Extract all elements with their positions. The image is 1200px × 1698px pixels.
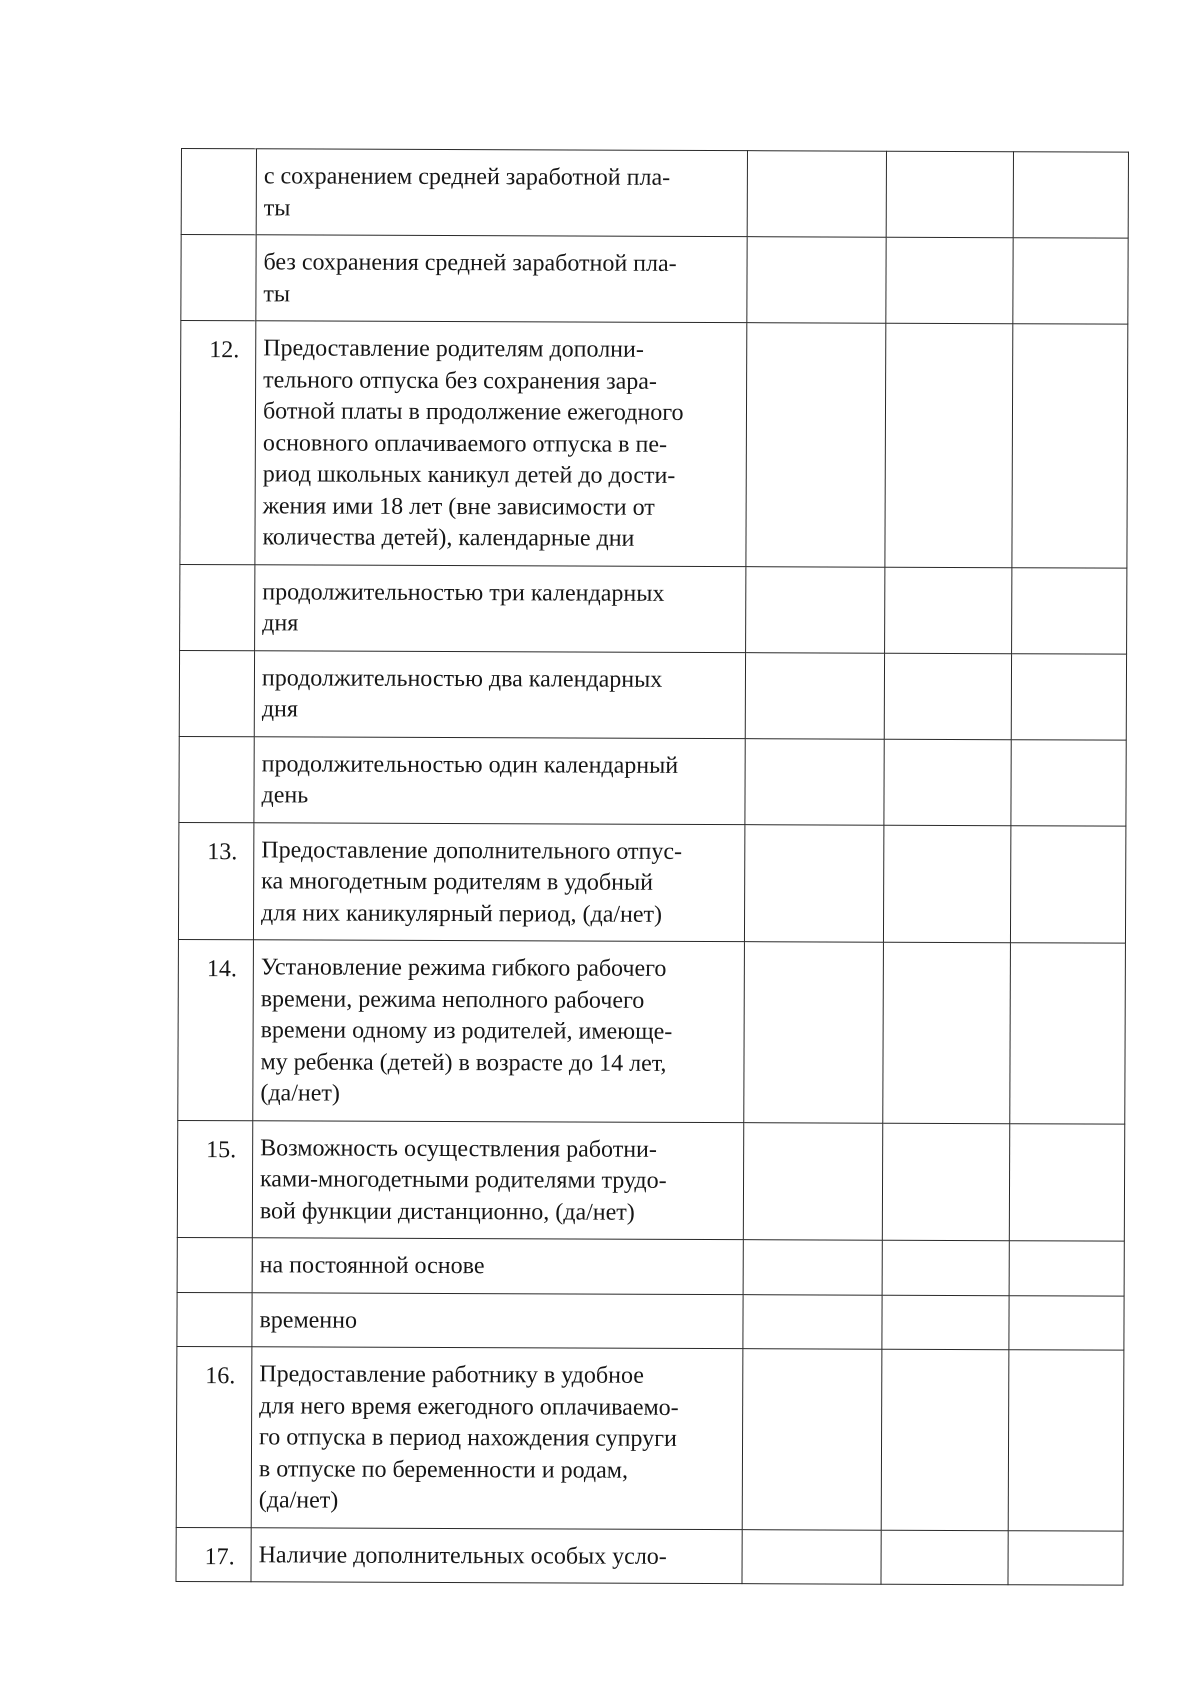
value-cell-2: [883, 942, 1011, 1123]
description-line: продолжительностью один календарный: [261, 750, 679, 779]
description-line: времени одному из родителей, имеюще-: [260, 1017, 673, 1045]
description-line: Предоставление работнику в удобное: [259, 1361, 644, 1389]
row-description: [253, 940, 745, 1122]
value-cell-1: [743, 1122, 882, 1240]
value-cell-2: [885, 323, 1013, 567]
value-cell-2: [883, 825, 1010, 943]
value-cell-2: [886, 151, 1013, 237]
row-number: [179, 650, 254, 736]
value-cell-3: [1013, 152, 1128, 238]
value-cell-3: [1009, 1295, 1124, 1350]
description-line: тельного отпуска без сохранения зара-: [263, 366, 657, 395]
table-row: [176, 1527, 1123, 1585]
description-line: жения ими 18 лет (вне зависимости от: [262, 492, 655, 521]
table-row: [180, 321, 1128, 568]
row-number: 16.: [176, 1346, 252, 1527]
description-line: дня: [262, 610, 299, 637]
value-cell-2: [886, 237, 1013, 323]
row-description: [254, 736, 745, 824]
description-line: основного оплачиваемого отпуска в пе-: [262, 429, 668, 458]
description-line: ты: [263, 194, 291, 221]
value-cell-3: [1009, 1241, 1124, 1296]
row-description: [253, 822, 744, 941]
value-cell-3: [1008, 1530, 1123, 1585]
value-cell-3: [1011, 653, 1126, 739]
description-line: без сохранения средней заработной пла-: [263, 249, 677, 277]
description-line: количества детей), календарные дни: [262, 524, 635, 552]
value-cell-1: [745, 652, 884, 739]
row-description: [252, 1120, 743, 1239]
table-row: [176, 1346, 1124, 1530]
value-cell-1: [747, 151, 886, 238]
description-line: Установление режима гибкого рабочего: [260, 954, 667, 982]
row-description: [254, 650, 745, 738]
description-line: ботной платы в продолжение ежегодного: [262, 398, 684, 426]
table-row: [180, 564, 1127, 654]
description-line: продолжительностью два календарных: [261, 664, 663, 693]
value-cell-2: [881, 1530, 1008, 1585]
table-body: [176, 149, 1128, 1586]
table-row: [179, 736, 1126, 826]
description-line: дня: [261, 696, 298, 723]
description-line: времени, режима неполного рабочего: [260, 985, 645, 1014]
description-line: для них каникулярный период, (да/нет): [261, 899, 663, 928]
description-line: вой функции дистанционно, (да/нет): [259, 1197, 635, 1226]
value-cell-2: [884, 653, 1011, 739]
value-cell-3: [1008, 1350, 1124, 1531]
description-line: ками-многодетными родителями трудо-: [259, 1166, 667, 1194]
table-row: [177, 1237, 1124, 1295]
row-number: [177, 1237, 252, 1292]
value-cell-2: [882, 1123, 1009, 1241]
table-row: [178, 939, 1126, 1123]
value-cell-1: [746, 566, 885, 653]
row-number: 15.: [177, 1120, 252, 1238]
table-row: [179, 650, 1126, 740]
value-cell-1: [742, 1349, 882, 1530]
table-row: [178, 822, 1125, 943]
description-line: Наличие дополнительных особых усло-: [258, 1541, 667, 1570]
value-cell-1: [742, 1529, 881, 1584]
description-line: с сохранением средней заработной пла-: [263, 163, 671, 191]
value-cell-1: [743, 1294, 882, 1349]
row-number: 17.: [176, 1527, 251, 1582]
value-cell-2: [882, 1295, 1009, 1350]
value-cell-2: [882, 1240, 1009, 1295]
row-description: [255, 321, 747, 566]
description-line: му ребенка (детей) в возрасте до 14 лет,: [260, 1048, 667, 1077]
value-cell-3: [1010, 825, 1125, 943]
value-cell-3: [1012, 324, 1128, 568]
row-number: 14.: [178, 939, 254, 1120]
value-cell-1: [747, 237, 886, 324]
description-line: на постоянной основе: [259, 1252, 485, 1280]
table-row: [181, 149, 1128, 239]
row-description: [251, 1527, 742, 1583]
row-description: [256, 235, 747, 323]
row-number: [181, 149, 256, 235]
table-row: [177, 1292, 1124, 1350]
description-line: ты: [263, 280, 291, 307]
row-description: [255, 564, 746, 652]
benefits-table: [175, 148, 1128, 1586]
value-cell-2: [884, 739, 1011, 825]
description-line: временно: [259, 1306, 358, 1334]
description-line: для него время ежегодного оплачиваемо-: [259, 1392, 679, 1421]
row-description: [251, 1347, 743, 1529]
row-number: [179, 736, 254, 822]
description-line: день: [261, 782, 309, 809]
row-number: [181, 235, 256, 321]
row-description: [256, 149, 747, 237]
description-line: ка многодетным родителям в удобный: [261, 868, 654, 896]
value-cell-3: [1012, 567, 1127, 653]
row-number: [177, 1292, 252, 1347]
value-cell-2: [881, 1349, 1009, 1530]
row-number: 12.: [180, 321, 256, 565]
description-line: Предоставление дополнительного отпус-: [261, 836, 683, 865]
value-cell-3: [1010, 943, 1126, 1124]
description-line: (да/нет): [260, 1080, 340, 1107]
row-description: [252, 1238, 743, 1294]
row-number: 13.: [178, 822, 253, 940]
description-line: Предоставление родителям дополни-: [263, 335, 644, 363]
description-line: (да/нет): [258, 1487, 339, 1514]
value-cell-1: [743, 1240, 882, 1295]
description-line: продолжительностью три календарных: [262, 578, 665, 607]
value-cell-3: [1009, 1123, 1124, 1241]
table-row: [181, 235, 1128, 325]
value-cell-3: [1011, 739, 1126, 825]
description-line: го отпуска в период нахождения супруги: [259, 1424, 677, 1452]
value-cell-2: [885, 567, 1012, 653]
value-cell-1: [745, 738, 884, 825]
description-line: Возможность осуществления работни-: [260, 1134, 657, 1163]
value-cell-3: [1013, 238, 1128, 324]
value-cell-1: [746, 323, 886, 567]
value-cell-1: [744, 824, 883, 942]
table-row: [177, 1120, 1124, 1241]
row-number: [180, 564, 255, 650]
description-line: в отпуске по беременности и родам,: [258, 1455, 629, 1484]
description-line: риод школьных каникул детей до дости-: [262, 461, 676, 489]
value-cell-1: [744, 942, 884, 1123]
row-description: [252, 1292, 743, 1348]
